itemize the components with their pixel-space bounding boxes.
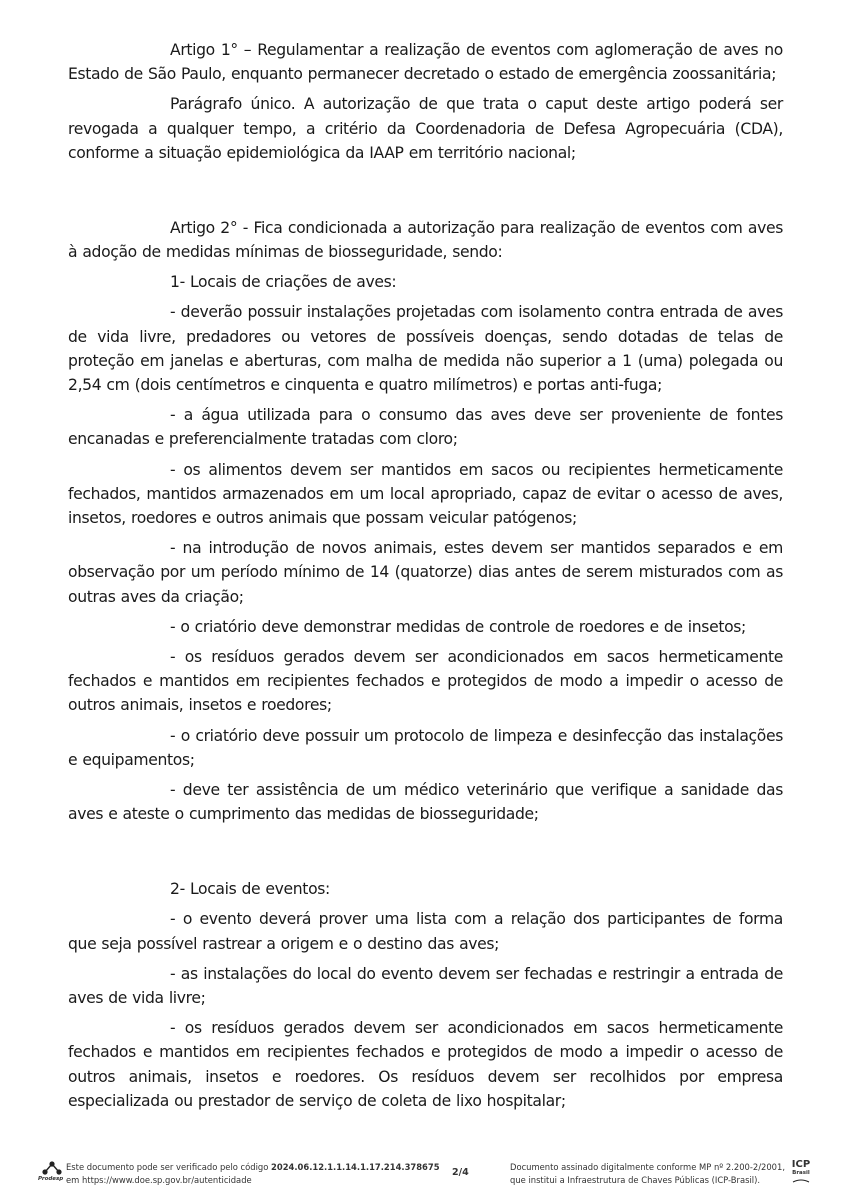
verification-note — [66, 1161, 440, 1186]
page-number: 2/4 — [452, 1167, 469, 1178]
signed-line-2: que institui a Infraestrutura de Chaves Públicas (ICP-Brasil). — [510, 1174, 761, 1185]
icp-brasil-logo — [790, 1160, 812, 1184]
document-body — [68, 38, 783, 1113]
verify-prefix: Este documento pode ser verificado pelo código — [66, 1162, 272, 1172]
icp-swoosh-icon — [792, 1178, 810, 1184]
paragraph: - o criatório deve possuir um protocolo de limpeza e desinfecção das instalações e equipamentos; — [68, 726, 783, 769]
paragraph: - deverão possuir instalações projetadas com isolamento contra entrada de aves de vida livre, predadores ou vetores de possíveis doenças, sendo dotadas de telas de proteção em janelas e aberturas, com malha de medida não superior a 1 (uma) polegada ou 2,54 cm (dois centímetros e cinquenta e quatro milímetros) e portas anti-fuga; — [68, 303, 783, 394]
paragraph: Artigo 1° – Regulamentar a realização de eventos com aglomeração de aves no Estado de São Paulo, enquanto permanecer decretado o estado de emergência zoossanitária; — [68, 41, 783, 84]
prodesp-logo-text: Prodesp — [38, 1176, 64, 1182]
signed-line-1: Documento assinado digitalmente conforme MP nº 2.200-2/2001, — [510, 1162, 786, 1172]
page-footer — [0, 1155, 849, 1195]
paragraph: - os resíduos gerados devem ser acondicionados em sacos hermeticamente fechados e mantidos em recipientes fechados e protegidos de modo a impedir o acesso de outros animais, insetos e roedores; — [68, 648, 783, 715]
paragraph: - na introdução de novos animais, estes devem ser mantidos separados e em observação por um período mínimo de 14 (quatorze) dias antes de serem misturados com as outras aves da criação; — [68, 539, 783, 606]
paragraph: 2- Locais de eventos: — [170, 880, 330, 899]
verify-url-link[interactable]: em https://www.doe.sp.gov.br/autenticidade — [66, 1174, 252, 1185]
icp-logo-subtext: Brasil — [792, 1170, 810, 1176]
paragraph: - os resíduos gerados devem ser acondicionados em sacos hermeticamente fechados e mantidos em recipientes fechados e protegidos de modo a impedir o acesso de outros animais, insetos e roedores. Os resíduos devem ser recolhidos por empresa especializada ou prestador de serviço de coleta de lixo hospitalar; — [68, 1019, 783, 1110]
prodesp-logo-icon — [40, 1160, 64, 1188]
paragraph: - os alimentos devem ser mantidos em sacos ou recipientes hermeticamente fechados, mantidos armazenados em um local apropriado, capaz de evitar o acesso de aves, insetos, roedores e outros animais que possam veicular patógenos; — [68, 460, 783, 528]
signature-note — [510, 1161, 785, 1186]
paragraph: - as instalações do local do evento devem ser fechadas e restringir a entrada de aves de vida livre; — [68, 964, 783, 1008]
verify-code: 2024.06.12.1.1.14.1.17.214.378675 — [271, 1162, 440, 1172]
paragraph: - deve ter assistência de um médico veterinário que verifique a sanidade das aves e ateste o cumprimento das medidas de biosseguridade; — [68, 781, 783, 824]
icp-logo-text: ICP — [791, 1159, 811, 1170]
paragraph: Artigo 2° - Fica condicionada a autorização para realização de eventos com aves à adoção de medidas mínimas de biosseguridade, sendo: — [68, 218, 783, 261]
paragraph: 1- Locais de criações de aves: — [170, 273, 397, 292]
paragraph: Parágrafo único. A autorização de que trata o caput deste artigo poderá ser revogada a qualquer tempo, a critério da Coordenadoria de Defesa Agropecuária (CDA), conforme a situação epidemiológica da IAAP em território nacional; — [68, 95, 783, 162]
paragraph: - o evento deverá prover uma lista com a relação dos participantes de forma que seja possível rastrear a origem e o destino das aves; — [68, 910, 783, 953]
paragraph: - o criatório deve demonstrar medidas de controle de roedores e de insetos; — [170, 617, 746, 636]
paragraph: - a água utilizada para o consumo das aves deve ser proveniente de fontes encanadas e preferencialmente tratadas com cloro; — [68, 406, 783, 449]
